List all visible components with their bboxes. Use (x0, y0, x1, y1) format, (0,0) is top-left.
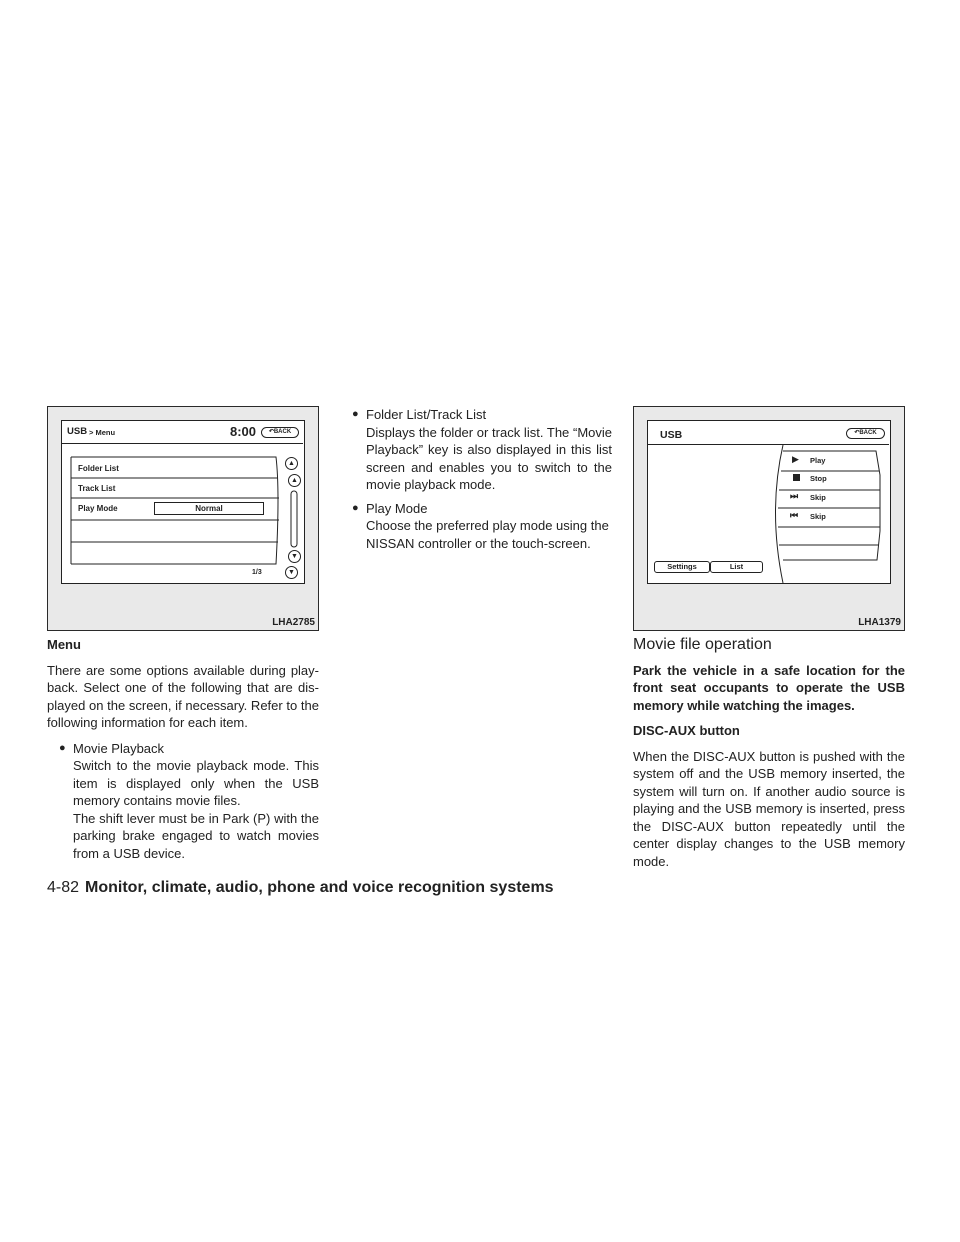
bullet-folder-track-list (340, 406, 612, 494)
back-arrow-icon: ↶ (268, 429, 274, 435)
bullet-dot: ● (59, 741, 66, 754)
menu-item-track-list[interactable]: Track List (78, 484, 116, 493)
section-title: Movie file operation (633, 636, 772, 653)
screen-header-usb: USB (67, 426, 88, 437)
list-button[interactable] (710, 561, 763, 573)
safety-warning: Park the vehicle in a safe location for the front seat occupants to operate the USB memory while watching the images. (633, 662, 905, 713)
play-mode-value: Normal (195, 504, 223, 513)
right-text-column (633, 636, 905, 870)
usb-movie-screen-figure (633, 406, 905, 631)
back-button-label: BACK (273, 429, 292, 435)
menu-intro: There are some options available during play-back. Select one of the following that are dis-played on the screen, if necessary. Refer to the following information for each item. (47, 662, 319, 730)
bullet-title: Folder List/Track List (366, 407, 487, 422)
scroll-down-icon[interactable]: ▼ (288, 550, 301, 563)
screen-header-usb: USB (660, 429, 683, 441)
back-button-label: BACK (859, 430, 877, 436)
menu-screen-figure (47, 406, 319, 631)
menu-item-folder-list[interactable]: Folder List (78, 464, 119, 473)
control-skip-forward-label[interactable]: Skip (810, 493, 826, 502)
bullet-text-2: The shift lever must be in Park (P) with the parking brake engaged to watch movies from a USB device. (73, 810, 319, 861)
scroll-top-icon[interactable]: ▲ (285, 457, 298, 470)
control-skip-back-label[interactable]: Skip (810, 512, 826, 521)
settings-button-label: Settings (667, 562, 697, 571)
bullet-text: Choose the preferred play mode using the NISSAN controller or the touch-screen. (366, 518, 609, 551)
list-button-label: List (729, 562, 744, 571)
menu-heading: Menu (47, 637, 81, 652)
page-number: 4-82 (47, 879, 80, 896)
bullet-title: Play Mode (366, 500, 428, 516)
screen-header-menu: > Menu (89, 428, 116, 437)
settings-button[interactable] (654, 561, 710, 573)
stop-icon (793, 474, 800, 481)
figure-code: LHA2785 (272, 617, 315, 628)
disc-aux-body: When the DISC-AUX button is pushed with the system off and the USB memory inserted, the system will turn on. If another audio source is playing and the USB memory is inserted, press the DISC-AUX button repeatedly until the center display changes to the USB memory mode. (633, 748, 905, 869)
menu-screen (61, 420, 305, 584)
bullet-movie-playback (47, 740, 319, 863)
scroll-up-icon[interactable]: ▲ (288, 474, 301, 487)
figure-code: LHA1379 (858, 617, 901, 628)
screen-clock: 8:00 (230, 424, 257, 439)
bullet-play-mode (340, 500, 612, 553)
disc-aux-heading: DISC-AUX button (633, 723, 740, 738)
play-mode-value-box[interactable] (154, 502, 264, 515)
bullet-dot: ● (352, 501, 359, 514)
control-stop-label[interactable]: Stop (810, 474, 827, 483)
usb-movie-screen (647, 420, 891, 584)
bullet-text: Switch to the movie playback mode. This item is displayed only when the USB memory contains movie files. (73, 758, 319, 808)
scroll-bottom-icon[interactable]: ▼ (285, 566, 298, 579)
page-indicator: 1/3 (252, 569, 262, 576)
back-arrow-icon: ↶ (854, 430, 860, 436)
skip-forward-icon: ⏭ (790, 491, 799, 501)
page-footer (47, 878, 554, 898)
skip-back-icon: ⏮ (790, 510, 799, 520)
middle-text-column (340, 406, 612, 552)
menu-item-play-mode[interactable]: Play Mode (78, 504, 118, 513)
play-icon: ▶ (792, 454, 799, 464)
control-play-label[interactable]: Play (810, 456, 826, 465)
bullet-title: Movie Playback (73, 740, 165, 756)
left-text-column (47, 636, 319, 862)
bullet-text: Displays the folder or track list. The “Movie Playback” key is also displayed in this list screen and enables you to switch to the movie playback mode. (366, 424, 612, 492)
chapter-title: Monitor, climate, audio, phone and voice recognition systems (85, 879, 554, 896)
bullet-dot: ● (352, 408, 359, 420)
